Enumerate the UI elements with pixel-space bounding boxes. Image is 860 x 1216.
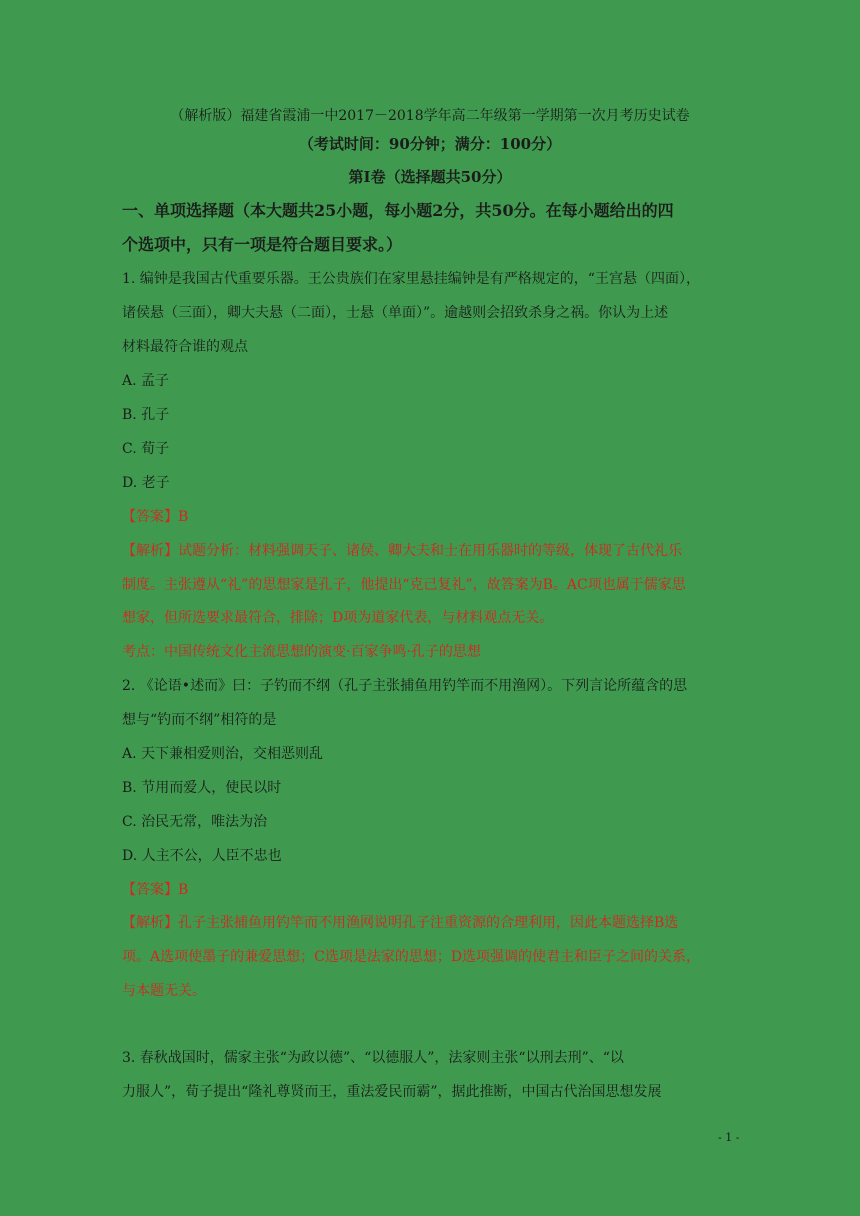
q2-analysis-line-3: 与本题无关。: [122, 983, 206, 999]
part-title: 第Ⅰ卷（选择题共50分）: [348, 168, 512, 186]
q1-option-b: B. 孔子: [122, 407, 170, 423]
q2-answer: 【答案】B: [122, 882, 189, 898]
q1-stem-line-1: 1. 编钟是我国古代重要乐器。王公贵族们在家里悬挂编钟是有严格规定的，“王宫悬（四面），: [122, 271, 700, 287]
document-title: （解析版）福建省霞浦一中2017－2018学年高二年级第一学期第一次月考历史试卷: [170, 108, 690, 124]
q2-option-b: B. 节用而爱人，使民以时: [122, 780, 282, 796]
q1-option-d: D. 老子: [122, 475, 170, 491]
exam-info: （考试时间：90分钟；满分：100分）: [298, 135, 562, 153]
section-heading-line-2: 个选项中，只有一项是符合题目要求。）: [122, 235, 403, 254]
q2-option-d: D. 人主不公，人臣不忠也: [122, 848, 282, 864]
q2-analysis-line-2: 项。A选项使墨子的兼爱思想；C选项是法家的思想；D选项强调的使君主和臣子之间的关系，: [122, 949, 701, 965]
q2-stem-line-1: 2. 《论语•述而》曰：子钓而不纲（孔子主张捕鱼用钓竿而不用渔网）。下列言论所蕴含的思: [122, 678, 688, 694]
q1-option-a: A. 孟子: [122, 373, 170, 389]
page-number: - 1 -: [718, 1131, 740, 1144]
q3-stem-line-2: 力服人”，荀子提出“隆礼尊贤而王，重法爱民而霸”，据此推断，中国古代治国思想发展: [122, 1084, 662, 1100]
q1-answer: 【答案】B: [122, 509, 189, 525]
q2-option-a: A. 天下兼相爱则治，交相恶则乱: [122, 746, 324, 762]
q1-analysis-line-1: 【解析】试题分析：材料强调天子、诸侯、卿大夫和士在用乐器时的等级，体现了古代礼乐: [122, 543, 682, 559]
section-heading-line-1: 一、单项选择题（本大题共25小题，每小题2分，共50分。在每小题给出的四: [122, 201, 674, 220]
q2-analysis-line-1: 【解析】孔子主张捕鱼用钓竿而不用渔网说明孔子注重资源的合理利用，因此本题选择B选: [122, 915, 679, 931]
q1-option-c: C. 荀子: [122, 441, 170, 457]
q1-stem-line-2: 诸侯悬（三面），卿大夫悬（二面），士悬（单面）”。逾越则会招致杀身之祸。你认为上述: [122, 305, 669, 321]
q1-analysis-line-3: 想家，但所选要求最符合，排除；D项为道家代表，与材料观点无关。: [122, 610, 554, 626]
q2-stem-line-2: 想与“钓而不纲”相符的是: [122, 712, 277, 728]
q2-option-c: C. 治民无常，唯法为治: [122, 814, 268, 830]
q1-analysis-line-2: 制度。主张遵从“礼”的思想家是孔子，他提出“克己复礼”，故答案为B。AC项也属于儒家思: [122, 577, 686, 593]
q3-stem-line-1: 3. 春秋战国时，儒家主张“为政以德”、“以德服人”，法家则主张“以刑去刑”、“以: [122, 1050, 624, 1066]
q1-stem-line-3: 材料最符合谁的观点: [122, 339, 248, 355]
q1-knowledge-point: 考点：中国传统文化主流思想的演变·百家争鸣·孔子的思想: [122, 644, 481, 660]
